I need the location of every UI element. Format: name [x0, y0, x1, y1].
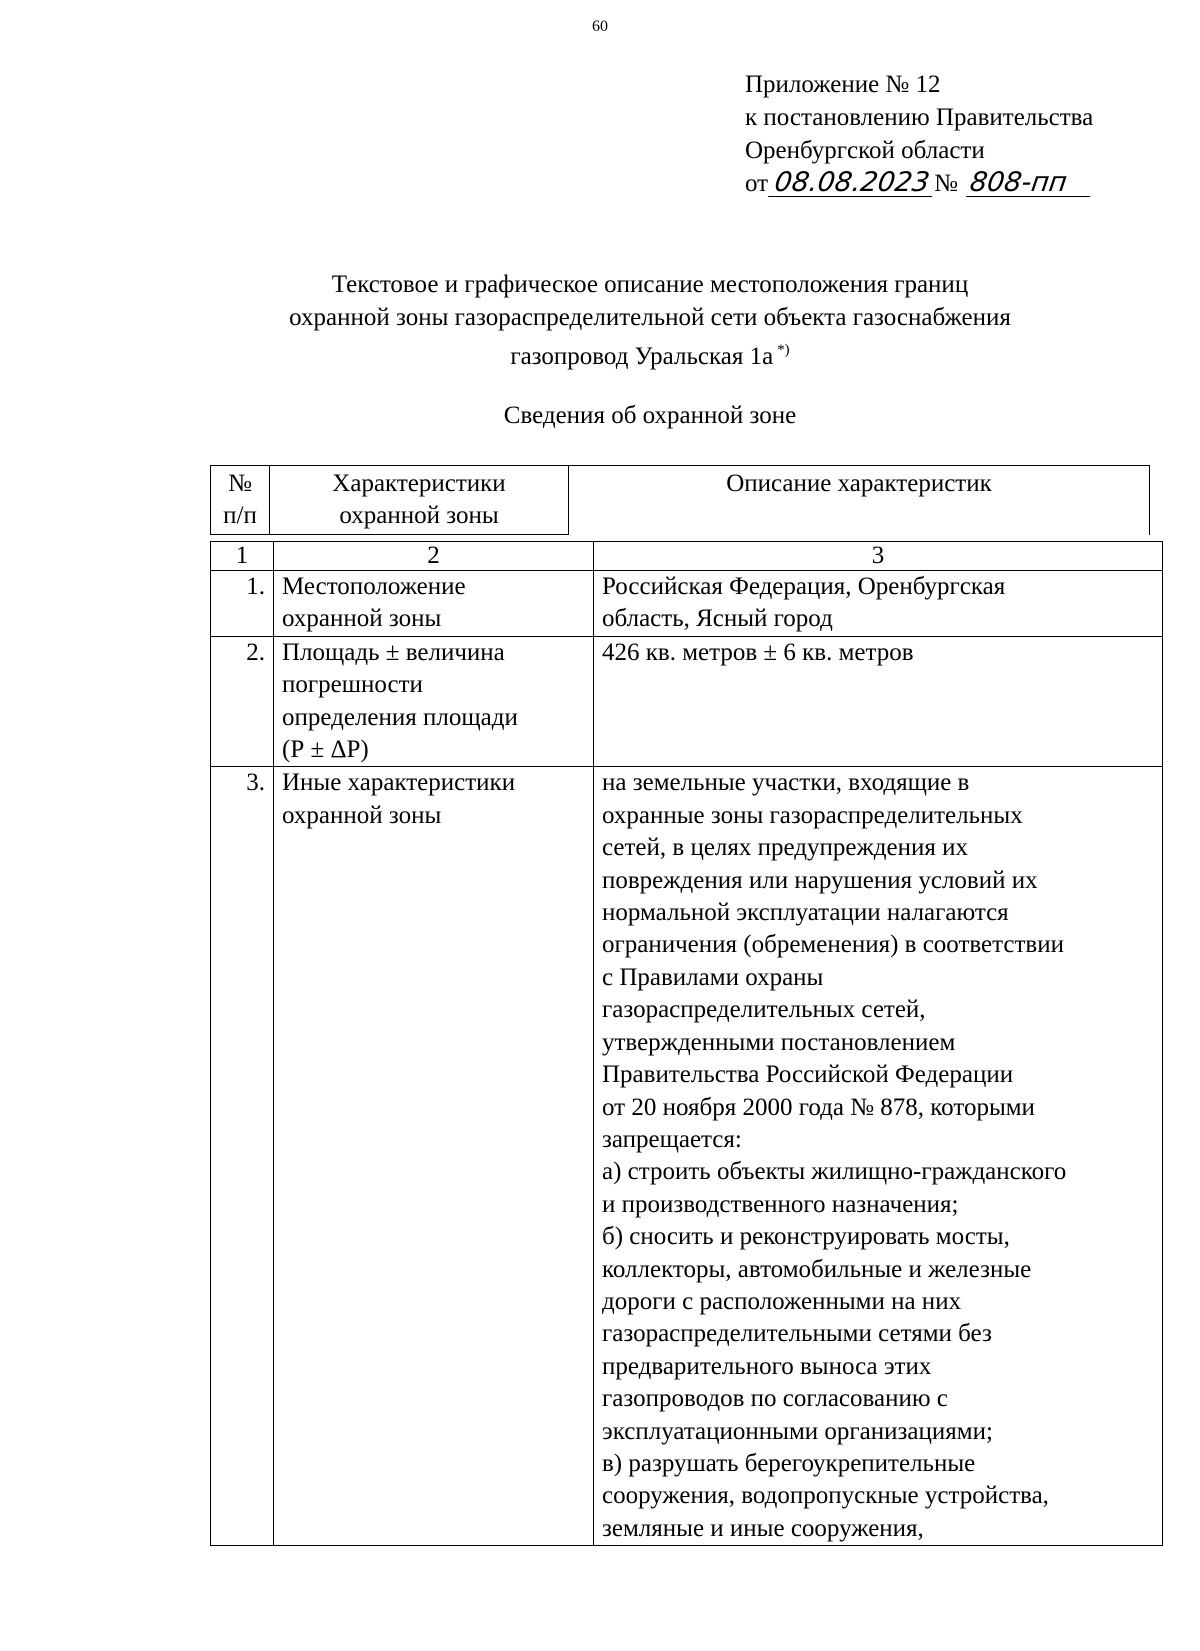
text-line: на земельные участки, входящие в	[602, 769, 970, 797]
row-description	[594, 571, 1163, 637]
text-line: определения площади	[282, 703, 518, 731]
text-line: Иные характеристики	[282, 769, 516, 797]
appendix-line-1: Приложение № 12	[745, 71, 941, 98]
text-line: с Правилами охраны	[602, 963, 824, 991]
title-line-2: охранной зоны газораспределительной сети объекта газоснабжения	[289, 304, 1011, 331]
number-sign: №	[934, 170, 958, 197]
row-number: 1.	[211, 571, 274, 637]
row-characteristic	[274, 571, 594, 637]
text-line: Площадь ± величина	[282, 638, 505, 666]
row-characteristic	[274, 636, 594, 767]
text-line: сетей, в целях предупреждения их	[602, 834, 968, 862]
row-number: 3.	[211, 767, 274, 1546]
page-number: 60	[592, 18, 608, 35]
table-body	[210, 541, 1163, 1546]
text-line: газораспределительными сетями без	[602, 1320, 992, 1348]
from-prefix: от	[745, 170, 769, 197]
table-row	[211, 571, 1163, 637]
zone-info-table	[210, 465, 1163, 1546]
column-numbers-row	[211, 542, 1163, 571]
column-number: 3	[594, 542, 1163, 571]
text-line: ограничения (обременения) в соответствии	[602, 931, 1064, 959]
text-line: и производственного назначения;	[602, 1190, 959, 1218]
text-line: от 20 ноября 2000 года № 878, которыми	[602, 1093, 1035, 1121]
appendix-block	[745, 68, 1093, 200]
text-line: (Р ± ΔР)	[282, 736, 369, 764]
text-line: дороги с расположенными на них	[602, 1287, 962, 1315]
text-line: погрешности	[282, 671, 423, 699]
title-line-3-text: газопровод Уральская 1а	[510, 343, 774, 370]
text-line: б) сносить и реконструировать мосты,	[602, 1223, 1010, 1251]
handwritten-date: 08.08.2023	[768, 170, 936, 197]
text-line: нормальной эксплуатации налагаются	[602, 899, 1009, 927]
handwritten-number: 808-пп	[966, 170, 1094, 197]
text-line: Российская Федерация, Оренбургская	[602, 573, 1006, 600]
header-col-number	[211, 466, 270, 535]
row-description	[594, 636, 1163, 767]
text-line: газопроводов по согласованию с	[602, 1385, 948, 1413]
table-header	[210, 465, 1150, 535]
text-line: 426 кв. метров ± 6 кв. метров	[602, 638, 914, 666]
column-number: 1	[211, 542, 274, 571]
footnote-mark: *)	[777, 342, 790, 358]
title-line-3	[0, 334, 1200, 373]
text-line: коллекторы, автомобильные и железные	[602, 1255, 1032, 1283]
section-title: Сведения об охранной зоне	[503, 402, 797, 429]
appendix-line-2: к постановлению Правительства	[745, 104, 1094, 131]
row-description	[594, 767, 1163, 1546]
header-col-description	[569, 466, 1150, 535]
text-line: повреждения или нарушения условий их	[602, 866, 1038, 894]
text-line: газораспределительных сетей,	[602, 996, 926, 1024]
header-col-description-line: Описание характеристик	[726, 470, 992, 497]
document-title	[0, 268, 1200, 373]
text-line: запрещается:	[602, 1125, 742, 1153]
header-col-number-line: п/п	[223, 502, 257, 529]
appendix-line-4	[745, 167, 1093, 200]
table-row	[211, 636, 1163, 767]
text-line: сооружения, водопропускные устройства,	[602, 1482, 1049, 1510]
text-line: Местоположение	[282, 573, 466, 600]
row-characteristic	[274, 767, 594, 1546]
text-line: в) разрушать берегоукрепительные	[602, 1449, 976, 1477]
header-col-characteristics-line: охранной зоны	[339, 502, 499, 529]
row-number: 2.	[211, 636, 274, 767]
table-row	[211, 767, 1163, 1546]
text-line: область, Ясный город	[602, 605, 833, 633]
text-line: охранной зоны	[282, 801, 442, 829]
text-line: утвержденными постановлением	[602, 1028, 956, 1056]
text-line: предварительного выноса этих	[602, 1352, 932, 1380]
text-line: Правительства Российской Федерации	[602, 1061, 1014, 1089]
text-line: а) строить объекты жилищно-гражданского	[602, 1158, 1067, 1186]
header-col-characteristics-line: Характеристики	[332, 470, 506, 497]
header-col-characteristics	[270, 466, 569, 535]
header-col-number-line: №	[228, 470, 252, 497]
title-line-1: Текстовое и графическое описание местоположения границ	[331, 271, 969, 298]
text-line: эксплуатационными организациями;	[602, 1417, 993, 1445]
text-line: земляные и иные сооружения,	[602, 1514, 924, 1542]
text-line: охранной зоны	[282, 605, 442, 633]
appendix-line-3: Оренбургской области	[745, 137, 985, 164]
text-line: охранные зоны газораспределительных	[602, 801, 1023, 829]
column-number: 2	[274, 542, 594, 571]
